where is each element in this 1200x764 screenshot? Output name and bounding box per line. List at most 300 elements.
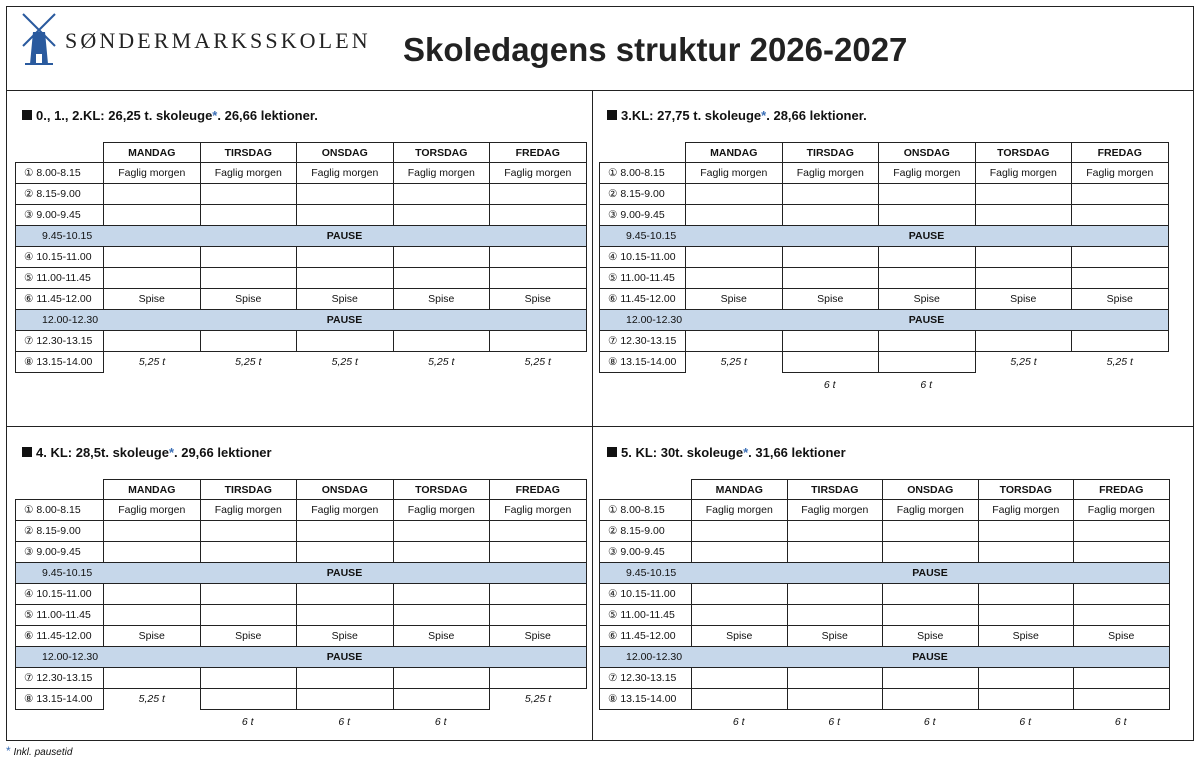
time-slot-label: ④ 10.15-11.00 <box>600 584 692 605</box>
schedule-cell <box>978 542 1074 563</box>
schedule-cell <box>787 521 883 542</box>
table-row <box>16 542 587 563</box>
table-row <box>600 542 1170 563</box>
day-header: TORSDAG <box>393 143 490 163</box>
schedule-cell <box>692 584 788 605</box>
table-row <box>600 521 1170 542</box>
time-slot-label: 12.00-12.30 <box>600 310 686 331</box>
day-header: TORSDAG <box>975 143 1072 163</box>
footnote-text: Inkl. pausetid <box>13 747 73 758</box>
schedule-cell <box>1074 605 1170 626</box>
pause-row <box>600 563 1170 584</box>
time-slot-label: 9.45-10.15 <box>600 226 686 247</box>
time-slot-label: ⑤ 11.00-11.45 <box>16 268 104 289</box>
schedule-cell <box>104 184 201 205</box>
schedule-cell <box>1072 205 1169 226</box>
hours-total-extended: 6 t <box>1114 716 1127 728</box>
schedule-cell <box>490 668 587 689</box>
schedule-cell <box>490 268 587 289</box>
cell-spise: Spise <box>883 626 979 647</box>
pause-row <box>600 226 1169 247</box>
hours-total: 5,25 t <box>490 352 587 373</box>
cell-faglig-morgen: Faglig morgen <box>692 500 788 521</box>
schedule-cell <box>393 668 490 689</box>
table-row <box>600 352 1169 373</box>
schedule-cell <box>978 689 1074 710</box>
quadrant-title <box>607 445 846 460</box>
cell-faglig-morgen: Faglig morgen <box>490 163 587 184</box>
table-row <box>16 331 587 352</box>
cell-faglig-morgen: Faglig morgen <box>297 500 394 521</box>
table-row <box>16 584 587 605</box>
table-row <box>16 668 587 689</box>
cell-spise: Spise <box>686 289 783 310</box>
schedule-cell <box>1074 542 1170 563</box>
time-slot-label: ② 8.15-9.00 <box>600 521 692 542</box>
hours-total: 5,25 t <box>1072 352 1169 373</box>
schedule-cell <box>883 584 979 605</box>
day-header: TORSDAG <box>978 480 1074 500</box>
table-row <box>600 605 1170 626</box>
schedule-cell <box>978 605 1074 626</box>
schedule-cell <box>297 247 394 268</box>
time-slot-label: ① 8.00-8.15 <box>16 500 104 521</box>
day-header: TIRSDAG <box>200 480 297 500</box>
bullet-square-icon <box>22 110 32 120</box>
schedule-cell <box>692 668 788 689</box>
hours-total: 5,25 t <box>200 352 297 373</box>
schedule-cell <box>782 331 879 352</box>
schedule-cell <box>879 331 976 352</box>
schedule-cell <box>490 584 587 605</box>
cell-spise: Spise <box>692 626 788 647</box>
schedule-cell <box>686 184 783 205</box>
cell-spise: Spise <box>104 626 201 647</box>
table-row <box>16 247 587 268</box>
schedule-cell <box>297 668 394 689</box>
day-header: TIRSDAG <box>200 143 297 163</box>
cell-spise: Spise <box>393 289 490 310</box>
schedule-cell <box>883 542 979 563</box>
pause-row <box>16 563 587 584</box>
cell-faglig-morgen: Faglig morgen <box>1072 163 1169 184</box>
table-row <box>600 626 1170 647</box>
schedule-cell <box>782 247 879 268</box>
schedule-cell <box>975 205 1072 226</box>
time-slot-label: ⑤ 11.00-11.45 <box>16 605 104 626</box>
schedule-cell <box>297 542 394 563</box>
title-main: 0., 1., 2.KL: 26,25 t. skoleuge <box>36 108 213 123</box>
title-main: 3.KL: 27,75 t. skoleuge <box>621 108 762 123</box>
time-slot-label: ⑦ 12.30-13.15 <box>16 668 104 689</box>
cell-faglig-morgen: Faglig morgen <box>975 163 1072 184</box>
cell-spise: Spise <box>393 626 490 647</box>
schedule-cell <box>879 268 976 289</box>
schedule-cell <box>490 521 587 542</box>
cell-faglig-morgen: Faglig morgen <box>787 500 883 521</box>
pause-row <box>600 310 1169 331</box>
time-slot-label: ③ 9.00-9.45 <box>16 205 104 226</box>
schedule-cell <box>692 605 788 626</box>
time-slot-label: ⑥ 11.45-12.00 <box>16 289 104 310</box>
cell-spise: Spise <box>297 626 394 647</box>
cell-spise: Spise <box>1072 289 1169 310</box>
pause-label: PAUSE <box>104 226 587 247</box>
schedule-cell <box>883 605 979 626</box>
cell-faglig-morgen: Faglig morgen <box>200 500 297 521</box>
header-corner <box>16 480 104 500</box>
schedule-cell <box>490 542 587 563</box>
schedule-cell <box>393 247 490 268</box>
hours-total: 5,25 t <box>975 352 1072 373</box>
schedule-cell <box>1074 668 1170 689</box>
schedule-cell <box>393 689 490 710</box>
schedule-cell <box>297 521 394 542</box>
schedule-cell <box>104 521 201 542</box>
pause-label: PAUSE <box>104 310 587 331</box>
asterisk: * <box>743 445 749 460</box>
schedule-cell <box>200 542 297 563</box>
cell-spise: Spise <box>1074 626 1170 647</box>
schedule-cell <box>1072 268 1169 289</box>
schedule-cell <box>200 521 297 542</box>
schedule-cell <box>692 689 788 710</box>
time-slot-label: ⑥ 11.45-12.00 <box>600 289 686 310</box>
cell-spise: Spise <box>490 626 587 647</box>
schedule-cell <box>883 668 979 689</box>
table-header-row <box>16 480 587 500</box>
table-row <box>600 668 1170 689</box>
pause-label: PAUSE <box>692 563 1170 584</box>
schedule-cell <box>200 668 297 689</box>
schedule-cell <box>490 205 587 226</box>
schedule-cell <box>686 205 783 226</box>
table-header-row <box>600 480 1170 500</box>
schedule-cell <box>782 268 879 289</box>
pause-label: PAUSE <box>686 310 1169 331</box>
time-slot-label: 12.00-12.30 <box>600 647 692 668</box>
quadrant-title <box>607 108 867 123</box>
table-row <box>16 352 587 373</box>
day-header: TIRSDAG <box>782 143 879 163</box>
schedule-cell <box>975 247 1072 268</box>
time-slot-label: ⑧ 13.15-14.00 <box>600 352 686 373</box>
schedule-cell <box>879 184 976 205</box>
cell-spise: Spise <box>787 626 883 647</box>
time-slot-label: ⑦ 12.30-13.15 <box>600 668 692 689</box>
day-header: FREDAG <box>490 480 587 500</box>
schedule-cell <box>104 584 201 605</box>
schedule-cell <box>393 521 490 542</box>
schedule-cell <box>787 542 883 563</box>
cell-spise: Spise <box>490 289 587 310</box>
schedule-cell <box>297 605 394 626</box>
schedule-cell <box>297 268 394 289</box>
cell-spise: Spise <box>782 289 879 310</box>
footnote <box>6 744 72 758</box>
time-slot-label: ⑦ 12.30-13.15 <box>16 331 104 352</box>
schedule-cell <box>686 247 783 268</box>
day-header: ONSDAG <box>297 143 394 163</box>
schedule-cell <box>883 689 979 710</box>
logo <box>19 12 389 72</box>
hours-total: 5,25 t <box>393 352 490 373</box>
schedule-cell <box>978 668 1074 689</box>
table-row <box>16 163 587 184</box>
cell-spise: Spise <box>879 289 976 310</box>
schedule-cell <box>104 205 201 226</box>
schedule-cell <box>297 331 394 352</box>
time-slot-label: ⑦ 12.30-13.15 <box>600 331 686 352</box>
time-slot-label: ⑥ 11.45-12.00 <box>600 626 692 647</box>
schedule-cell <box>297 205 394 226</box>
asterisk: * <box>168 445 174 460</box>
bullet-square-icon <box>22 447 32 457</box>
schedule-cell <box>1074 584 1170 605</box>
day-header: FREDAG <box>490 143 587 163</box>
vertical-divider <box>592 90 593 741</box>
schedule-cell <box>490 331 587 352</box>
table-row <box>16 605 587 626</box>
schedule-cell <box>686 268 783 289</box>
time-slot-label: ① 8.00-8.15 <box>600 163 686 184</box>
schedule-cell <box>787 689 883 710</box>
cell-faglig-morgen: Faglig morgen <box>490 500 587 521</box>
hours-total-extended: 6 t <box>923 716 936 728</box>
title-main: 4. KL: 28,5t. skoleuge <box>36 445 169 460</box>
title-main: 5. KL: 30t. skoleuge <box>621 445 744 460</box>
pause-row <box>16 310 587 331</box>
pause-label: PAUSE <box>104 563 587 584</box>
day-header: MANDAG <box>104 143 201 163</box>
header <box>7 7 1193 91</box>
schedule-cell <box>787 605 883 626</box>
hours-total: 5,25 t <box>104 352 201 373</box>
table-row <box>16 289 587 310</box>
time-slot-label: ③ 9.00-9.45 <box>600 542 692 563</box>
pause-label: PAUSE <box>686 226 1169 247</box>
bullet-square-icon <box>607 447 617 457</box>
footnote-asterisk: * <box>6 744 11 758</box>
time-slot-label: ⑤ 11.00-11.45 <box>600 605 692 626</box>
day-header: MANDAG <box>692 480 788 500</box>
schedule-cell <box>200 584 297 605</box>
schedule-cell <box>975 184 1072 205</box>
time-slot-label: ④ 10.15-11.00 <box>16 247 104 268</box>
time-slot-label: 9.45-10.15 <box>16 563 104 584</box>
header-corner <box>16 143 104 163</box>
time-slot-label: ② 8.15-9.00 <box>16 184 104 205</box>
time-slot-label: ⑧ 13.15-14.00 <box>16 352 104 373</box>
table-header-row <box>600 143 1169 163</box>
schedule-table <box>599 479 1170 710</box>
table-header-row <box>16 143 587 163</box>
cell-faglig-morgen: Faglig morgen <box>686 163 783 184</box>
day-header: ONSDAG <box>297 480 394 500</box>
windmill-icon <box>19 12 65 70</box>
schedule-cell <box>200 331 297 352</box>
day-header: ONSDAG <box>879 143 976 163</box>
day-header: ONSDAG <box>883 480 979 500</box>
schedule-table <box>15 142 587 373</box>
table-row <box>600 289 1169 310</box>
schedule-cell <box>104 331 201 352</box>
time-slot-label: ⑤ 11.00-11.45 <box>600 268 686 289</box>
table-row <box>600 247 1169 268</box>
time-slot-label: ① 8.00-8.15 <box>600 500 692 521</box>
cell-faglig-morgen: Faglig morgen <box>883 500 979 521</box>
table-row <box>16 689 587 710</box>
schedule-cell <box>692 542 788 563</box>
horizontal-divider <box>7 426 1193 427</box>
table-row <box>16 184 587 205</box>
table-row <box>600 584 1170 605</box>
day-header: TORSDAG <box>393 480 490 500</box>
schedule-cell <box>200 205 297 226</box>
schedule-cell <box>297 689 394 710</box>
day-header: FREDAG <box>1072 143 1169 163</box>
schedule-table <box>15 479 587 710</box>
schedule-cell <box>393 331 490 352</box>
schedule-cell <box>200 689 297 710</box>
day-header: MANDAG <box>104 480 201 500</box>
schedule-cell <box>104 247 201 268</box>
time-slot-label: ⑥ 11.45-12.00 <box>16 626 104 647</box>
title-lessons: . 26,66 lektioner. <box>217 108 318 123</box>
schedule-cell <box>490 184 587 205</box>
cell-faglig-morgen: Faglig morgen <box>200 163 297 184</box>
time-slot-label: 9.45-10.15 <box>600 563 692 584</box>
time-slot-label: 12.00-12.30 <box>16 647 104 668</box>
hours-total-extended: 6 t <box>732 716 745 728</box>
asterisk: * <box>212 108 218 123</box>
cell-spise: Spise <box>975 289 1072 310</box>
cell-spise: Spise <box>200 626 297 647</box>
cell-faglig-morgen: Faglig morgen <box>104 163 201 184</box>
time-slot-label: 9.45-10.15 <box>16 226 104 247</box>
bullet-square-icon <box>607 110 617 120</box>
schedule-cell <box>879 205 976 226</box>
schedule-cell <box>1072 331 1169 352</box>
schedule-cell <box>787 668 883 689</box>
schedule-cell <box>1072 184 1169 205</box>
schedule-cell <box>104 605 201 626</box>
hours-total: 5,25 t <box>297 352 394 373</box>
table-row <box>16 626 587 647</box>
time-slot-label: ④ 10.15-11.00 <box>600 247 686 268</box>
schedule-cell <box>1074 521 1170 542</box>
schedule-cell <box>297 184 394 205</box>
table-row <box>600 205 1169 226</box>
schedule-cell <box>104 268 201 289</box>
title-lessons: . 28,66 lektioner. <box>766 108 867 123</box>
pause-row <box>600 647 1170 668</box>
cell-faglig-morgen: Faglig morgen <box>978 500 1074 521</box>
schedule-cell <box>879 247 976 268</box>
cell-spise: Spise <box>104 289 201 310</box>
title-lessons: . 29,66 lektioner <box>174 445 272 460</box>
hours-total-extended: 6 t <box>434 716 447 728</box>
schedule-cell <box>393 605 490 626</box>
schedule-cell <box>200 247 297 268</box>
pause-row <box>16 226 587 247</box>
schedule-cell <box>975 331 1072 352</box>
time-slot-label: ② 8.15-9.00 <box>600 184 686 205</box>
header-corner <box>600 480 692 500</box>
hours-total-extended: 6 t <box>1019 716 1032 728</box>
time-slot-label: ① 8.00-8.15 <box>16 163 104 184</box>
table-row <box>600 268 1169 289</box>
time-slot-label: ⑧ 13.15-14.00 <box>600 689 692 710</box>
table-row <box>600 163 1169 184</box>
schedule-cell <box>393 205 490 226</box>
time-slot-label: ⑧ 13.15-14.00 <box>16 689 104 710</box>
schedule-cell <box>200 184 297 205</box>
table-row <box>600 500 1170 521</box>
cell-faglig-morgen: Faglig morgen <box>393 500 490 521</box>
table-row <box>16 500 587 521</box>
hours-total-extended: 6 t <box>241 716 254 728</box>
schedule-cell <box>393 584 490 605</box>
schedule-cell <box>978 521 1074 542</box>
schedule-cell <box>692 521 788 542</box>
hours-total-extended: 6 t <box>338 716 351 728</box>
schedule-cell <box>879 352 976 373</box>
table-row <box>16 205 587 226</box>
hours-total-extended: 6 t <box>920 379 933 391</box>
table-row <box>16 268 587 289</box>
schedule-cell <box>393 542 490 563</box>
schedule-cell <box>490 605 587 626</box>
table-row <box>16 521 587 542</box>
pause-label: PAUSE <box>104 647 587 668</box>
schedule-cell <box>782 184 879 205</box>
schedule-cell <box>978 584 1074 605</box>
schedule-cell <box>975 268 1072 289</box>
header-corner <box>600 143 686 163</box>
hours-total: 5,25 t <box>490 689 587 710</box>
day-header: TIRSDAG <box>787 480 883 500</box>
cell-faglig-morgen: Faglig morgen <box>879 163 976 184</box>
schedule-cell <box>883 521 979 542</box>
time-slot-label: ④ 10.15-11.00 <box>16 584 104 605</box>
table-row <box>600 689 1170 710</box>
cell-spise: Spise <box>297 289 394 310</box>
hours-total: 5,25 t <box>104 689 201 710</box>
schedule-cell <box>686 331 783 352</box>
schedule-cell <box>200 605 297 626</box>
time-slot-label: ② 8.15-9.00 <box>16 521 104 542</box>
schedule-cell <box>393 184 490 205</box>
cell-faglig-morgen: Faglig morgen <box>297 163 394 184</box>
schedule-cell <box>297 584 394 605</box>
cell-faglig-morgen: Faglig morgen <box>1074 500 1170 521</box>
cell-faglig-morgen: Faglig morgen <box>104 500 201 521</box>
asterisk: * <box>761 108 767 123</box>
table-row <box>600 331 1169 352</box>
schedule-cell <box>104 668 201 689</box>
schedule-cell <box>200 268 297 289</box>
title-lessons: . 31,66 lektioner <box>748 445 846 460</box>
hours-total-extended: 6 t <box>828 716 841 728</box>
schedule-cell <box>393 268 490 289</box>
schedule-cell <box>787 584 883 605</box>
cell-faglig-morgen: Faglig morgen <box>782 163 879 184</box>
quadrant-title <box>22 445 272 460</box>
cell-spise: Spise <box>978 626 1074 647</box>
day-header: FREDAG <box>1074 480 1170 500</box>
schedule-table <box>599 142 1169 373</box>
